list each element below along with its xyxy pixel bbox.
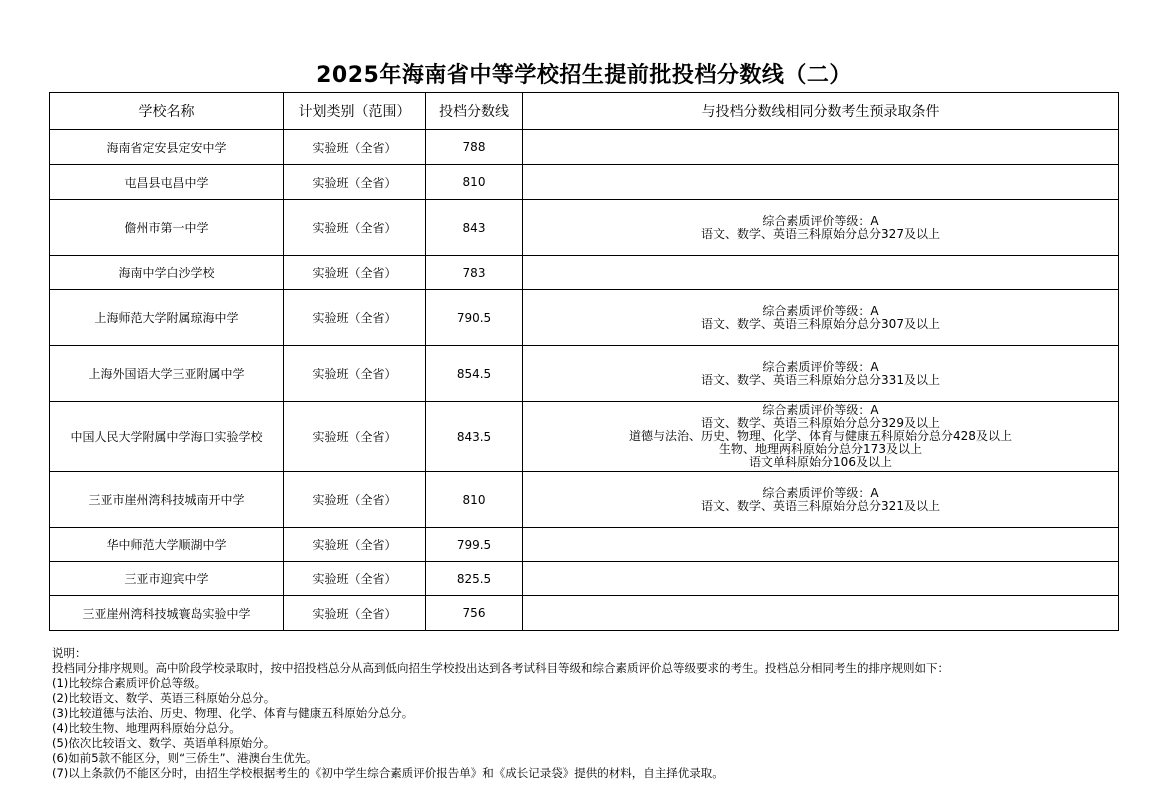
- condition-line: 道德与法治、历史、物理、化学、体育与健康五科原始分总分428及以上: [629, 429, 1012, 443]
- plan-category-cell: 实验班（全省）: [284, 200, 426, 256]
- school-name-cell: 三亚崖州湾科技城寰岛实验中学: [50, 596, 284, 631]
- condition-line: 综合素质评价等级：A: [762, 359, 879, 374]
- table-row: [50, 472, 1119, 528]
- cutoff-score-cell: 810: [426, 165, 523, 200]
- page-title: 2025年海南省中等学校招生提前批投档分数线（二）: [316, 63, 852, 88]
- notes-rule-5: (5)依次比较语文、数学、英语单科原始分。: [52, 736, 276, 750]
- school-name-cell: 三亚市崖州湾科技城南开中学: [50, 472, 284, 528]
- notes-rule-7: (7)以上条款仍不能区分时，由招生学校根据考生的《初中学生综合素质评价报告单》和《成长记录袋》提供的材料，自主择优录取。: [52, 766, 724, 780]
- condition-line: 语文、数学、英语三科原始分总分331及以上: [701, 372, 940, 387]
- cutoff-score-cell: 790.5: [426, 290, 523, 346]
- tie-conditions-cell: [523, 562, 1119, 596]
- notes-rule-4: (4)比较生物、地理两科原始分总分。: [52, 721, 241, 735]
- table-header-row: [50, 93, 1119, 130]
- tie-conditions-cell: [523, 596, 1119, 631]
- plan-category-cell: 实验班（全省）: [284, 256, 426, 290]
- condition-line: 综合素质评价等级：A: [762, 485, 879, 500]
- tie-conditions-cell: [523, 256, 1119, 290]
- plan-category-cell: 实验班（全省）: [284, 472, 426, 528]
- tie-conditions-cell: [523, 528, 1119, 562]
- cutoff-score-cell: 843: [426, 200, 523, 256]
- school-name-cell: 儋州市第一中学: [50, 200, 284, 256]
- notes-rule-3: (3)比较道德与法治、历史、物理、化学、体育与健康五科原始分总分。: [52, 706, 414, 720]
- tie-conditions-cell: [523, 130, 1119, 165]
- plan-category-cell: 实验班（全省）: [284, 596, 426, 631]
- tie-conditions-cell: [523, 165, 1119, 200]
- table-row: [50, 346, 1119, 402]
- table-row: [50, 562, 1119, 596]
- notes-rule-1: (1)比较综合素质评价总等级。: [52, 676, 207, 690]
- school-name-cell: 上海外国语大学三亚附属中学: [50, 346, 284, 402]
- plan-category-cell: 实验班（全省）: [284, 562, 426, 596]
- cutoff-score-cell: 756: [426, 596, 523, 631]
- condition-line: 语文、数学、英语三科原始分总分307及以上: [701, 316, 940, 331]
- condition-line: 生物、地理两科原始分总分173及以上: [719, 442, 922, 456]
- condition-line: 语文单科原始分106及以上: [749, 455, 892, 469]
- header-cutoff-score: 投档分数线: [426, 93, 523, 130]
- header-plan-category: 计划类别（范围）: [284, 93, 426, 130]
- school-name-cell: 海南省定安县定安中学: [50, 130, 284, 165]
- school-name-cell: 上海师范大学附属琼海中学: [50, 290, 284, 346]
- condition-line: 综合素质评价等级：A: [762, 213, 879, 228]
- plan-category-cell: 实验班（全省）: [284, 528, 426, 562]
- school-name-cell: 海南中学白沙学校: [50, 256, 284, 290]
- table-row: [50, 130, 1119, 165]
- cutoff-score-cell: 854.5: [426, 346, 523, 402]
- notes-section: [52, 646, 1152, 781]
- condition-line: 综合素质评价等级：A: [762, 403, 879, 417]
- table-row: [50, 200, 1119, 256]
- condition-line: 语文、数学、英语三科原始分总分327及以上: [701, 226, 940, 241]
- cutoff-score-cell: 825.5: [426, 562, 523, 596]
- cutoff-score-cell: 810: [426, 472, 523, 528]
- table-row: [50, 165, 1119, 200]
- tie-conditions-cell: [523, 290, 1119, 346]
- plan-category-cell: 实验班（全省）: [284, 130, 426, 165]
- table-row: [50, 256, 1119, 290]
- tie-conditions-cell: [523, 346, 1119, 402]
- table-row: [50, 402, 1119, 472]
- cutoff-score-cell: 788: [426, 130, 523, 165]
- header-tie-conditions: 与投档分数线相同分数考生预录取条件: [523, 93, 1119, 130]
- plan-category-cell: 实验班（全省）: [284, 402, 426, 472]
- school-name-cell: 中国人民大学附属中学海口实验学校: [50, 402, 284, 472]
- plan-category-cell: 实验班（全省）: [284, 290, 426, 346]
- notes-intro: 投档同分排序规则。高中阶段学校录取时，按中招投档总分从高到低向招生学校投出达到各考试科目等级和综合素质评价总等级要求的考生。投档总分相同考生的排序规则如下：: [52, 661, 949, 675]
- school-name-cell: 三亚市迎宾中学: [50, 562, 284, 596]
- notes-heading: 说明：: [52, 646, 87, 660]
- table-row: [50, 290, 1119, 346]
- plan-category-cell: 实验班（全省）: [284, 165, 426, 200]
- header-school-name: 学校名称: [50, 93, 284, 130]
- table-row: [50, 528, 1119, 562]
- admission-score-table: [49, 92, 1119, 631]
- cutoff-score-cell: 799.5: [426, 528, 523, 562]
- school-name-cell: 屯昌县屯昌中学: [50, 165, 284, 200]
- tie-conditions-cell: [523, 402, 1119, 472]
- table-row: [50, 596, 1119, 631]
- condition-line: 语文、数学、英语三科原始分总分321及以上: [701, 498, 940, 513]
- cutoff-score-cell: 783: [426, 256, 523, 290]
- tie-conditions-cell: [523, 200, 1119, 256]
- school-name-cell: 华中师范大学顺湖中学: [50, 528, 284, 562]
- cutoff-score-cell: 843.5: [426, 402, 523, 472]
- condition-line: 语文、数学、英语三科原始分总分329及以上: [701, 416, 940, 430]
- tie-conditions-cell: [523, 472, 1119, 528]
- notes-rule-2: (2)比较语文、数学、英语三科原始分总分。: [52, 691, 276, 705]
- plan-category-cell: 实验班（全省）: [284, 346, 426, 402]
- notes-rule-6: (6)如前5款不能区分，则“三侨生”、港澳台生优先。: [52, 751, 318, 765]
- condition-line: 综合素质评价等级：A: [762, 303, 879, 318]
